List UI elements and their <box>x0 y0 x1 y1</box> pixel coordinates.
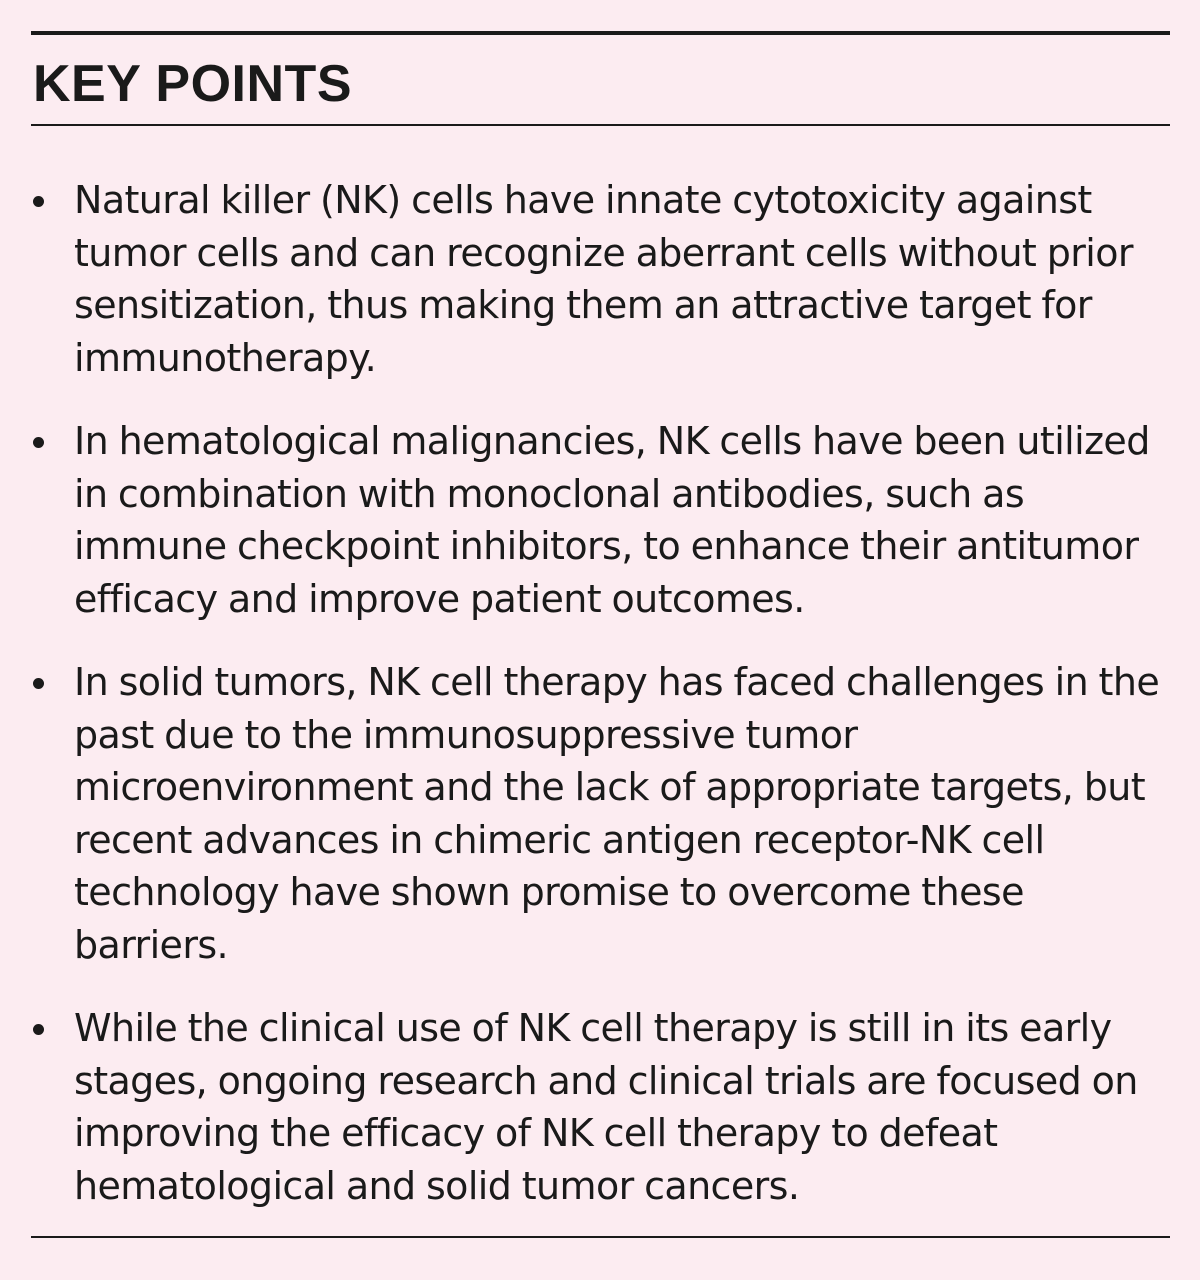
bullet-icon <box>33 196 44 207</box>
list-item <box>0 415 1184 625</box>
bottom-rule <box>31 1236 1170 1238</box>
key-points-list <box>0 174 1200 1243</box>
list-item <box>0 656 1184 971</box>
point-text: In solid tumors, NK cell therapy has faced challenges in the past due to the immunosuppressive tumor microenvironment and the lack of appropriate targets, but recent advances in chimeric antigen receptor-NK cell technology have shown promise to overcome these barriers. <box>74 660 1160 967</box>
top-rule <box>31 31 1170 35</box>
bullet-icon <box>33 678 44 689</box>
point-text: Natural killer (NK) cells have innate cytotoxicity against tumor cells and can recognize aberrant cells without prior sensitization, thus making them an attractive target for immunotherapy. <box>74 178 1133 380</box>
key-points-heading: KEY POINTS <box>33 55 353 113</box>
bullet-icon <box>33 1024 44 1035</box>
point-text: In hematological malignancies, NK cells have been utilized in combination with monoclonal antibodies, such as immune checkpoint inhibitors, to enhance their antitumor efficacy and improve patient outcomes. <box>74 419 1150 621</box>
point-text: While the clinical use of NK cell therapy is still in its early stages, ongoing research and clinical trials are focused on improving the efficacy of NK cell therapy to defeat hematological and solid tumor cancers. <box>74 1006 1138 1208</box>
heading-rule <box>31 124 1170 126</box>
list-item <box>0 174 1184 384</box>
bullet-icon <box>33 437 44 448</box>
list-item <box>0 1002 1184 1212</box>
